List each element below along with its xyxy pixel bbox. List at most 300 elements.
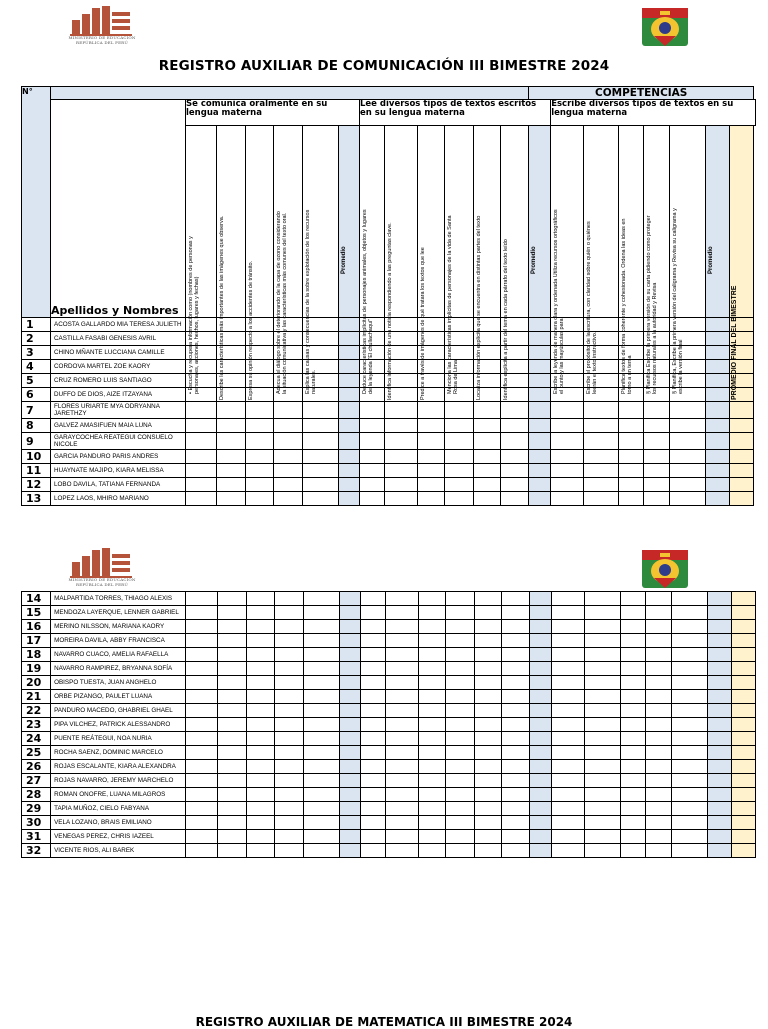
grade-cell[interactable] — [585, 690, 620, 704]
grade-cell[interactable] — [645, 760, 671, 774]
grade-cell[interactable] — [274, 634, 303, 648]
grade-cell[interactable] — [303, 606, 339, 620]
grade-cell[interactable] — [585, 746, 620, 760]
grade-cell[interactable] — [446, 620, 475, 634]
grade-cell[interactable] — [217, 450, 246, 464]
final-average-cell[interactable] — [731, 690, 755, 704]
grade-cell[interactable] — [585, 788, 620, 802]
grade-cell[interactable] — [274, 464, 303, 478]
promedio-cell[interactable] — [339, 388, 360, 402]
grade-cell[interactable] — [671, 788, 707, 802]
promedio-cell[interactable] — [530, 844, 552, 858]
promedio-cell[interactable] — [707, 718, 731, 732]
promedio-cell[interactable] — [707, 830, 731, 844]
grade-cell[interactable] — [360, 433, 385, 450]
grade-cell[interactable] — [246, 844, 274, 858]
grade-cell[interactable] — [246, 802, 274, 816]
grade-cell[interactable] — [303, 830, 339, 844]
promedio-cell[interactable] — [706, 450, 730, 464]
grade-cell[interactable] — [186, 704, 217, 718]
grade-cell[interactable] — [552, 802, 585, 816]
promedio-cell[interactable] — [707, 606, 731, 620]
grade-cell[interactable] — [186, 732, 217, 746]
promedio-cell[interactable] — [339, 718, 360, 732]
grade-cell[interactable] — [303, 690, 339, 704]
promedio-cell[interactable] — [339, 478, 360, 492]
grade-cell[interactable] — [385, 830, 418, 844]
promedio-cell[interactable] — [339, 802, 360, 816]
grade-cell[interactable] — [584, 419, 619, 433]
grade-cell[interactable] — [246, 634, 274, 648]
grade-cell[interactable] — [445, 464, 474, 478]
grade-cell[interactable] — [501, 450, 529, 464]
grade-cell[interactable] — [620, 662, 645, 676]
grade-cell[interactable] — [446, 830, 475, 844]
grade-cell[interactable] — [501, 433, 529, 450]
grade-cell[interactable] — [475, 816, 502, 830]
grade-cell[interactable] — [474, 419, 501, 433]
grade-cell[interactable] — [475, 732, 502, 746]
grade-cell[interactable] — [385, 478, 418, 492]
grade-cell[interactable] — [303, 492, 339, 506]
grade-cell[interactable] — [446, 634, 475, 648]
promedio-cell[interactable] — [339, 492, 360, 506]
grade-cell[interactable] — [551, 492, 584, 506]
grade-cell[interactable] — [303, 402, 339, 419]
grade-cell[interactable] — [303, 464, 339, 478]
promedio-cell[interactable] — [706, 318, 730, 332]
grade-cell[interactable] — [644, 464, 670, 478]
promedio-cell[interactable] — [339, 746, 360, 760]
grade-cell[interactable] — [385, 450, 418, 464]
grade-cell[interactable] — [186, 844, 217, 858]
final-average-cell[interactable] — [731, 746, 755, 760]
grade-cell[interactable] — [552, 606, 585, 620]
promedio-cell[interactable] — [339, 346, 360, 360]
final-average-cell[interactable] — [731, 844, 755, 858]
final-average-cell[interactable] — [731, 620, 755, 634]
promedio-cell[interactable] — [707, 690, 731, 704]
final-average-cell[interactable] — [731, 816, 755, 830]
grade-cell[interactable] — [502, 634, 530, 648]
grade-cell[interactable] — [186, 606, 217, 620]
grade-cell[interactable] — [360, 620, 385, 634]
promedio-cell[interactable] — [339, 760, 360, 774]
grade-cell[interactable] — [645, 788, 671, 802]
grade-cell[interactable] — [360, 402, 385, 419]
grade-cell[interactable] — [446, 606, 475, 620]
grade-cell[interactable] — [217, 402, 246, 419]
grade-cell[interactable] — [645, 830, 671, 844]
grade-cell[interactable] — [274, 732, 303, 746]
grade-cell[interactable] — [620, 816, 645, 830]
final-average-cell[interactable] — [731, 704, 755, 718]
grade-cell[interactable] — [217, 492, 246, 506]
promedio-cell[interactable] — [706, 374, 730, 388]
grade-cell[interactable] — [552, 746, 585, 760]
grade-cell[interactable] — [502, 844, 530, 858]
grade-cell[interactable] — [419, 774, 446, 788]
grade-cell[interactable] — [671, 634, 707, 648]
grade-cell[interactable] — [644, 419, 670, 433]
grade-cell[interactable] — [246, 774, 274, 788]
promedio-cell[interactable] — [339, 592, 360, 606]
grade-cell[interactable] — [419, 760, 446, 774]
promedio-cell[interactable] — [530, 788, 552, 802]
grade-cell[interactable] — [385, 606, 418, 620]
grade-cell[interactable] — [274, 492, 303, 506]
grade-cell[interactable] — [419, 802, 446, 816]
grade-cell[interactable] — [620, 648, 645, 662]
grade-cell[interactable] — [385, 690, 418, 704]
grade-cell[interactable] — [474, 450, 501, 464]
grade-cell[interactable] — [502, 830, 530, 844]
grade-cell[interactable] — [644, 402, 670, 419]
grade-cell[interactable] — [620, 844, 645, 858]
grade-cell[interactable] — [246, 830, 274, 844]
promedio-cell[interactable] — [530, 760, 552, 774]
grade-cell[interactable] — [645, 690, 671, 704]
grade-cell[interactable] — [445, 492, 474, 506]
final-average-cell[interactable] — [731, 830, 755, 844]
grade-cell[interactable] — [246, 690, 274, 704]
grade-cell[interactable] — [419, 662, 446, 676]
grade-cell[interactable] — [552, 830, 585, 844]
grade-cell[interactable] — [303, 478, 339, 492]
promedio-cell[interactable] — [339, 332, 360, 346]
grade-cell[interactable] — [501, 464, 529, 478]
grade-cell[interactable] — [644, 450, 670, 464]
grade-cell[interactable] — [186, 478, 217, 492]
grade-cell[interactable] — [671, 662, 707, 676]
grade-cell[interactable] — [360, 606, 385, 620]
grade-cell[interactable] — [645, 774, 671, 788]
grade-cell[interactable] — [360, 676, 385, 690]
grade-cell[interactable] — [620, 746, 645, 760]
grade-cell[interactable] — [585, 704, 620, 718]
grade-cell[interactable] — [644, 492, 670, 506]
grade-cell[interactable] — [246, 704, 274, 718]
grade-cell[interactable] — [385, 592, 418, 606]
grade-cell[interactable] — [419, 690, 446, 704]
grade-cell[interactable] — [246, 464, 274, 478]
grade-cell[interactable] — [502, 704, 530, 718]
grade-cell[interactable] — [671, 732, 707, 746]
grade-cell[interactable] — [360, 634, 385, 648]
grade-cell[interactable] — [446, 802, 475, 816]
grade-cell[interactable] — [671, 816, 707, 830]
grade-cell[interactable] — [584, 478, 619, 492]
promedio-cell[interactable] — [530, 816, 552, 830]
grade-cell[interactable] — [385, 788, 418, 802]
promedio-cell[interactable] — [529, 332, 551, 346]
promedio-cell[interactable] — [339, 634, 360, 648]
grade-cell[interactable] — [274, 450, 303, 464]
grade-cell[interactable] — [186, 788, 217, 802]
grade-cell[interactable] — [217, 704, 246, 718]
grade-cell[interactable] — [620, 788, 645, 802]
grade-cell[interactable] — [217, 464, 246, 478]
final-average-cell[interactable] — [730, 419, 754, 433]
grade-cell[interactable] — [620, 830, 645, 844]
promedio-cell[interactable] — [707, 844, 731, 858]
promedio-cell[interactable] — [706, 419, 730, 433]
grade-cell[interactable] — [501, 492, 529, 506]
grade-cell[interactable] — [303, 732, 339, 746]
grade-cell[interactable] — [246, 606, 274, 620]
grade-cell[interactable] — [552, 718, 585, 732]
grade-cell[interactable] — [419, 830, 446, 844]
grade-cell[interactable] — [584, 492, 619, 506]
grade-cell[interactable] — [385, 746, 418, 760]
promedio-cell[interactable] — [530, 830, 552, 844]
grade-cell[interactable] — [274, 606, 303, 620]
grade-cell[interactable] — [303, 774, 339, 788]
grade-cell[interactable] — [475, 676, 502, 690]
grade-cell[interactable] — [186, 592, 217, 606]
promedio-cell[interactable] — [530, 676, 552, 690]
grade-cell[interactable] — [418, 402, 445, 419]
final-average-cell[interactable] — [731, 634, 755, 648]
promedio-cell[interactable] — [529, 360, 551, 374]
grade-cell[interactable] — [246, 592, 274, 606]
grade-cell[interactable] — [418, 450, 445, 464]
grade-cell[interactable] — [303, 433, 339, 450]
promedio-cell[interactable] — [339, 318, 360, 332]
promedio-cell[interactable] — [339, 402, 360, 419]
grade-cell[interactable] — [360, 802, 385, 816]
grade-cell[interactable] — [360, 419, 385, 433]
promedio-cell[interactable] — [529, 388, 551, 402]
grade-cell[interactable] — [445, 419, 474, 433]
grade-cell[interactable] — [217, 676, 246, 690]
grade-cell[interactable] — [217, 788, 246, 802]
grade-cell[interactable] — [446, 844, 475, 858]
grade-cell[interactable] — [186, 648, 217, 662]
grade-cell[interactable] — [360, 450, 385, 464]
grade-cell[interactable] — [446, 676, 475, 690]
grade-cell[interactable] — [274, 433, 303, 450]
grade-cell[interactable] — [502, 648, 530, 662]
grade-cell[interactable] — [671, 690, 707, 704]
grade-cell[interactable] — [274, 746, 303, 760]
promedio-cell[interactable] — [530, 662, 552, 676]
grade-cell[interactable] — [360, 662, 385, 676]
grade-cell[interactable] — [585, 774, 620, 788]
promedio-cell[interactable] — [339, 419, 360, 433]
grade-cell[interactable] — [445, 433, 474, 450]
promedio-cell[interactable] — [530, 774, 552, 788]
grade-cell[interactable] — [419, 592, 446, 606]
grade-cell[interactable] — [217, 802, 246, 816]
grade-cell[interactable] — [217, 718, 246, 732]
grade-cell[interactable] — [303, 676, 339, 690]
grade-cell[interactable] — [445, 402, 474, 419]
grade-cell[interactable] — [217, 433, 246, 450]
grade-cell[interactable] — [419, 788, 446, 802]
promedio-cell[interactable] — [707, 634, 731, 648]
grade-cell[interactable] — [360, 760, 385, 774]
grade-cell[interactable] — [186, 402, 217, 419]
promedio-cell[interactable] — [339, 648, 360, 662]
grade-cell[interactable] — [501, 402, 529, 419]
grade-cell[interactable] — [645, 816, 671, 830]
promedio-cell[interactable] — [339, 433, 360, 450]
grade-cell[interactable] — [645, 676, 671, 690]
grade-cell[interactable] — [585, 648, 620, 662]
grade-cell[interactable] — [186, 690, 217, 704]
grade-cell[interactable] — [385, 760, 418, 774]
promedio-cell[interactable] — [707, 592, 731, 606]
grade-cell[interactable] — [274, 648, 303, 662]
grade-cell[interactable] — [385, 732, 418, 746]
grade-cell[interactable] — [645, 704, 671, 718]
grade-cell[interactable] — [585, 816, 620, 830]
grade-cell[interactable] — [385, 844, 418, 858]
grade-cell[interactable] — [246, 620, 274, 634]
grade-cell[interactable] — [670, 492, 706, 506]
grade-cell[interactable] — [360, 690, 385, 704]
grade-cell[interactable] — [645, 718, 671, 732]
grade-cell[interactable] — [360, 648, 385, 662]
grade-cell[interactable] — [274, 419, 303, 433]
promedio-cell[interactable] — [706, 433, 730, 450]
grade-cell[interactable] — [671, 746, 707, 760]
grade-cell[interactable] — [670, 402, 706, 419]
grade-cell[interactable] — [475, 788, 502, 802]
grade-cell[interactable] — [670, 419, 706, 433]
grade-cell[interactable] — [475, 704, 502, 718]
grade-cell[interactable] — [552, 732, 585, 746]
grade-cell[interactable] — [217, 816, 246, 830]
grade-cell[interactable] — [474, 464, 501, 478]
grade-cell[interactable] — [274, 718, 303, 732]
grade-cell[interactable] — [246, 676, 274, 690]
final-average-cell[interactable] — [731, 788, 755, 802]
promedio-cell[interactable] — [529, 464, 551, 478]
promedio-cell[interactable] — [707, 676, 731, 690]
grade-cell[interactable] — [360, 718, 385, 732]
promedio-cell[interactable] — [339, 844, 360, 858]
grade-cell[interactable] — [552, 690, 585, 704]
grade-cell[interactable] — [475, 802, 502, 816]
promedio-cell[interactable] — [529, 492, 551, 506]
grade-cell[interactable] — [502, 788, 530, 802]
promedio-cell[interactable] — [339, 774, 360, 788]
grade-cell[interactable] — [620, 690, 645, 704]
grade-cell[interactable] — [620, 606, 645, 620]
grade-cell[interactable] — [274, 760, 303, 774]
grade-cell[interactable] — [551, 450, 584, 464]
grade-cell[interactable] — [474, 492, 501, 506]
grade-cell[interactable] — [419, 704, 446, 718]
grade-cell[interactable] — [385, 816, 418, 830]
grade-cell[interactable] — [303, 648, 339, 662]
grade-cell[interactable] — [619, 450, 644, 464]
grade-cell[interactable] — [274, 478, 303, 492]
promedio-cell[interactable] — [529, 374, 551, 388]
final-average-cell[interactable] — [731, 732, 755, 746]
promedio-cell[interactable] — [707, 620, 731, 634]
grade-cell[interactable] — [419, 676, 446, 690]
grade-cell[interactable] — [671, 648, 707, 662]
promedio-cell[interactable] — [707, 760, 731, 774]
grade-cell[interactable] — [419, 606, 446, 620]
promedio-cell[interactable] — [529, 450, 551, 464]
grade-cell[interactable] — [418, 478, 445, 492]
grade-cell[interactable] — [303, 844, 339, 858]
grade-cell[interactable] — [385, 492, 418, 506]
grade-cell[interactable] — [274, 676, 303, 690]
final-average-cell[interactable] — [730, 478, 754, 492]
grade-cell[interactable] — [670, 478, 706, 492]
promedio-cell[interactable] — [707, 746, 731, 760]
grade-cell[interactable] — [620, 620, 645, 634]
grade-cell[interactable] — [303, 704, 339, 718]
grade-cell[interactable] — [385, 718, 418, 732]
grade-cell[interactable] — [385, 802, 418, 816]
grade-cell[interactable] — [644, 433, 670, 450]
promedio-cell[interactable] — [339, 450, 360, 464]
grade-cell[interactable] — [671, 704, 707, 718]
grade-cell[interactable] — [385, 662, 418, 676]
grade-cell[interactable] — [502, 690, 530, 704]
grade-cell[interactable] — [475, 718, 502, 732]
grade-cell[interactable] — [186, 634, 217, 648]
grade-cell[interactable] — [274, 844, 303, 858]
promedio-cell[interactable] — [707, 802, 731, 816]
final-average-cell[interactable] — [731, 718, 755, 732]
grade-cell[interactable] — [418, 464, 445, 478]
promedio-cell[interactable] — [529, 419, 551, 433]
grade-cell[interactable] — [246, 816, 274, 830]
grade-cell[interactable] — [446, 788, 475, 802]
grade-cell[interactable] — [671, 606, 707, 620]
grade-cell[interactable] — [585, 830, 620, 844]
grade-cell[interactable] — [217, 606, 246, 620]
grade-cell[interactable] — [645, 844, 671, 858]
grade-cell[interactable] — [502, 760, 530, 774]
grade-cell[interactable] — [585, 620, 620, 634]
grade-cell[interactable] — [303, 592, 339, 606]
grade-cell[interactable] — [645, 746, 671, 760]
grade-cell[interactable] — [186, 450, 217, 464]
promedio-cell[interactable] — [339, 606, 360, 620]
grade-cell[interactable] — [274, 620, 303, 634]
grade-cell[interactable] — [186, 830, 217, 844]
promedio-cell[interactable] — [706, 402, 730, 419]
promedio-cell[interactable] — [339, 676, 360, 690]
grade-cell[interactable] — [274, 774, 303, 788]
grade-cell[interactable] — [360, 816, 385, 830]
grade-cell[interactable] — [552, 648, 585, 662]
promedio-cell[interactable] — [339, 360, 360, 374]
grade-cell[interactable] — [671, 676, 707, 690]
promedio-cell[interactable] — [529, 433, 551, 450]
grade-cell[interactable] — [446, 732, 475, 746]
grade-cell[interactable] — [584, 433, 619, 450]
grade-cell[interactable] — [552, 760, 585, 774]
grade-cell[interactable] — [552, 788, 585, 802]
final-average-cell[interactable] — [731, 802, 755, 816]
grade-cell[interactable] — [385, 620, 418, 634]
grade-cell[interactable] — [502, 816, 530, 830]
grade-cell[interactable] — [303, 788, 339, 802]
grade-cell[interactable] — [475, 690, 502, 704]
promedio-cell[interactable] — [707, 704, 731, 718]
grade-cell[interactable] — [217, 774, 246, 788]
grade-cell[interactable] — [217, 746, 246, 760]
